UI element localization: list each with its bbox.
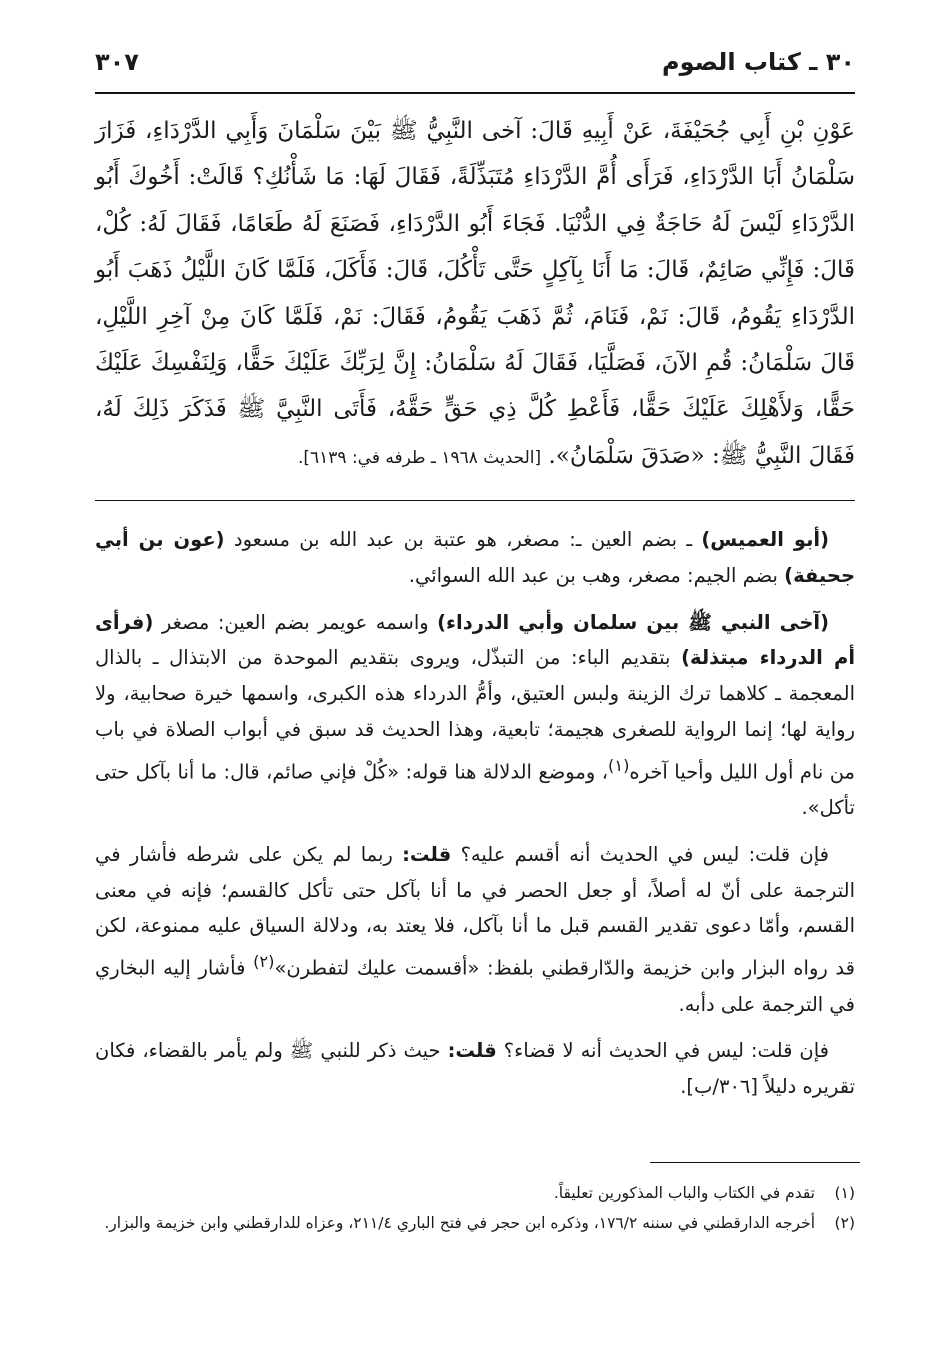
footnote (95, 1178, 855, 1208)
commentary-text: بضم الجيم: مصغر، وهب بن عبد الله السوائي. (408, 563, 785, 587)
commentary (95, 522, 855, 1116)
qultu-heading: قلت: (447, 1039, 497, 1063)
footnote (95, 1208, 855, 1238)
commentary-paragraph (95, 1033, 855, 1105)
page-header (95, 40, 855, 90)
qultu-heading: قلت: (402, 842, 452, 866)
hadith-text (95, 108, 855, 481)
commentary-text: فإن قلت: ليس في الحديث أنه لا قضاء؟ (496, 1039, 829, 1063)
commentary-paragraph (95, 522, 855, 594)
commentary-text: فإن قلت: ليس في الحديث أنه أقسم عليه؟ (451, 842, 829, 866)
commentary-text: واسمه عويمر بضم العين: مصغر (153, 610, 438, 634)
commentary-paragraph (95, 837, 855, 1022)
header-divider (95, 92, 855, 94)
commentary-text: ـ بضم العين ـ: مصغر، هو عتبة بن عبد الله بن مسعود (224, 528, 702, 551)
term-heading: (آخى النبي ﷺ بين سلمان وأبي الدرداء) (437, 610, 829, 634)
hadith-body: عَوْنِ بْنِ أَبِي جُحَيْفَةَ، عَنْ أَبِيهِ قَالَ: آخى النَّبِيُّ ﷺ بَيْنَ سَلْمَانَ وَأَبِي الدَّرْدَاءِ، فَزَارَ سَلْمَانُ أَبَا الدَّرْدَاءِ، فَرَأَى أُمَّ الدَّرْدَاءِ مُتَبَذِّلَةً، فَقَالَ لَهَا: مَا شَأْنُكِ؟ قَالَتْ: أَخُوكَ أَبُو الدَّرْدَاءِ لَيْسَ لَهُ حَاجَةٌ فِي الدُّنْيَا. فَجَاءَ أَبُو الدَّرْدَاءِ، فَصَنَعَ لَهُ طَعَامًا، فَقَالَ لَهُ: كُلْ، قَالَ: فَإِنِّي صَائِمٌ، قَالَ: مَا أَنَا بِآكِلٍ حَتَّى تَأْكُلَ، قَالَ: فَأَكَلَ، فَلَمَّا كَانَ اللَّيْلُ ذَهَبَ أَبُو الدَّرْدَاءِ يَقُومُ، قَالَ: نَمْ، فَنَامَ، ثُمَّ ذَهَبَ يَقُومُ، فَقَالَ: نَمْ، فَلَمَّا كَانَ مِنْ آخِرِ اللَّيْلِ، قَالَ سَلْمَانُ: قُمِ الآنَ، فَصَلَّيَا، فَقَالَ لَهُ سَلْمَانُ: إِنَّ لِرَبِّكَ عَلَيْكَ حَقًّا، وَلِنَفْسِكَ عَلَيْكَ حَقًّا، وَلأَهْلِكَ عَلَيْكَ حَقًّا، فَأَعْطِ كُلَّ ذِي حَقٍّ حَقَّهُ، فَأَتَى النَّبِيَّ ﷺ فَذَكَرَ ذَلِكَ لَهُ، فَقَالَ النَّبِيُّ ﷺ: «صَدَقَ سَلْمَانُ». (95, 118, 856, 469)
section-divider (95, 500, 855, 501)
footnote-divider (650, 1162, 860, 1163)
commentary-text: بتقديم الباء: من التبذّل، ويروى بتقديم الموحدة من الابتذال ـ بالذال المعجمة ـ كلاهما ترك الزينة ولبس العتيق، وأمُّ الدرداء هذه الكبرى، واسمها خيرة صحابية، ولا رواية لها؛ إنما الرواية للصغرى هجيمة؛ تابعية، وهذا الحديث قد سبق في أبواب الصلاة في باب من نام أول الليل وأحيا آخره (95, 646, 855, 784)
footnote-number: (١) (834, 1184, 855, 1202)
commentary-text: ربما لم يكن على شرطه فأشار في الترجمة على أنّ له أصلاً، أو جعل الحصر في ما أنا بآكل حتى تأكل كالقسم؛ فإنه في معنى القسم، وأمّا دعوى تقدير القسم قبل ما أنا بآكل، فلا يعتد به، ودلالة السياق عليه ممنوعة، لكن قد رواه البزار وابن خزيمة والدّارقطني بلفظ: «أقسمت عليك لتفطرن» (95, 842, 855, 980)
commentary-text: حيث ذكر للنبي ﷺ ولم يأمر بالقضاء، فكان تقريره دليلاً [٣٠٦/ب]. (95, 1039, 855, 1099)
chapter-title: ٣٠ ـ كتاب الصوم (662, 48, 855, 76)
footnote-text: تقدم في الكتاب والباب المذكورين تعليقاً. (553, 1184, 815, 1202)
hadith-reference: [الحديث ١٩٦٨ ـ طرفه في: ٦١٣٩]. (297, 447, 542, 468)
commentary-text: ، وموضع الدلالة هنا قوله: «كُلْ فإني صائم، قال: ما أنا بآكل حتى تأكل». (95, 760, 855, 820)
footnotes (95, 1178, 855, 1238)
footnote-ref: (٢) (253, 952, 275, 972)
footnote-text: أخرجه الدارقطني في سننه ١٧٦/٢، وذكره ابن حجر في فتح الباري ٢١١/٤، وعزاه للدارقطني وابن خزيمة والبزار. (104, 1214, 815, 1232)
term-heading: (عون بن أبي جحيفة) (95, 528, 855, 587)
footnote-number: (٢) (834, 1214, 855, 1232)
page-number: ٣٠٧ (95, 48, 139, 76)
commentary-paragraph (95, 605, 855, 826)
term-heading: (أبو العميس) (701, 528, 829, 551)
commentary-text: فأشار إليه البخاري في الترجمة على دأبه. (95, 956, 855, 1016)
term-heading: (فرأى أم الدرداء مبتذلة) (95, 610, 855, 670)
footnote-ref: (١) (607, 755, 630, 775)
